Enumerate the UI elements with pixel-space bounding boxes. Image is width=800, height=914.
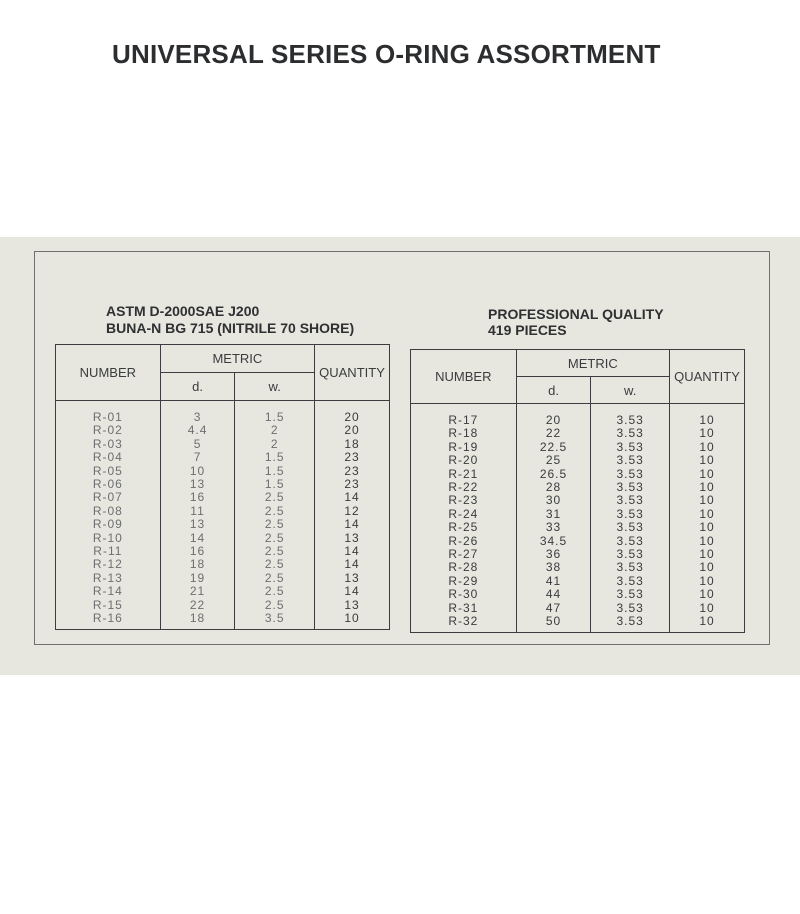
- ring-number: R-05: [56, 465, 161, 478]
- ring-number: R-02: [56, 424, 161, 437]
- ring-d: 19: [160, 572, 235, 585]
- ring-d: 25: [516, 454, 591, 467]
- ring-quantity: 10: [670, 548, 745, 561]
- ring-w: 3.53: [591, 508, 670, 521]
- ring-w: 2: [235, 438, 315, 451]
- table-row: [56, 545, 390, 558]
- ring-number: R-11: [56, 545, 161, 558]
- ring-quantity: 10: [670, 561, 745, 574]
- ring-d: 22.5: [516, 441, 591, 454]
- ring-quantity: 10: [670, 454, 745, 467]
- ring-d: 47: [516, 602, 591, 615]
- table-row: [56, 491, 390, 504]
- ring-w: 2.5: [235, 585, 315, 598]
- ring-number: R-29: [411, 575, 517, 588]
- ring-d: 16: [160, 545, 235, 558]
- ring-quantity: 18: [315, 438, 390, 451]
- ring-w: 3.53: [591, 441, 670, 454]
- ring-number: R-32: [411, 615, 517, 628]
- ring-number: R-15: [56, 599, 161, 612]
- ring-quantity: 10: [670, 535, 745, 548]
- table-row: [56, 532, 390, 545]
- ring-w: 2.5: [235, 505, 315, 518]
- ring-d: 16: [160, 491, 235, 504]
- ring-w: 2.5: [235, 572, 315, 585]
- ring-d: 20: [516, 414, 591, 427]
- col-metric: METRIC: [516, 350, 669, 377]
- ring-quantity: 23: [315, 465, 390, 478]
- table-row: [411, 535, 745, 548]
- ring-d: 22: [516, 427, 591, 440]
- ring-number: R-19: [411, 441, 517, 454]
- table-row: [56, 411, 390, 424]
- ring-number: R-21: [411, 468, 517, 481]
- ring-w: 2: [235, 424, 315, 437]
- ring-quantity: 10: [670, 602, 745, 615]
- ring-number: R-20: [411, 454, 517, 467]
- ring-number: R-03: [56, 438, 161, 451]
- ring-w: 1.5: [235, 451, 315, 464]
- ring-w: 1.5: [235, 465, 315, 478]
- col-d: d.: [516, 377, 591, 404]
- ring-number: R-18: [411, 427, 517, 440]
- ring-w: 3.53: [591, 602, 670, 615]
- ring-quantity: 23: [315, 451, 390, 464]
- ring-number: R-31: [411, 602, 517, 615]
- ring-quantity: 10: [670, 414, 745, 427]
- table-row: [411, 575, 745, 588]
- table-row: [411, 521, 745, 534]
- ring-number: R-30: [411, 588, 517, 601]
- table-row: [411, 508, 745, 521]
- ring-quantity: 14: [315, 491, 390, 504]
- ring-d: 38: [516, 561, 591, 574]
- ring-number: R-27: [411, 548, 517, 561]
- ring-quantity: 10: [670, 508, 745, 521]
- table-row: [411, 548, 745, 561]
- ring-quantity: 13: [315, 532, 390, 545]
- ring-number: R-26: [411, 535, 517, 548]
- col-number: NUMBER: [411, 350, 517, 404]
- table-row: [56, 451, 390, 464]
- ring-w: 3.53: [591, 427, 670, 440]
- ring-d: 5: [160, 438, 235, 451]
- ring-d: 30: [516, 494, 591, 507]
- table-row: [411, 414, 745, 427]
- ring-number: R-08: [56, 505, 161, 518]
- table-row: [56, 505, 390, 518]
- ring-quantity: 10: [670, 468, 745, 481]
- table-row: [411, 454, 745, 467]
- ring-d: 26.5: [516, 468, 591, 481]
- ring-quantity: 20: [315, 411, 390, 424]
- table-row: [56, 572, 390, 585]
- ring-d: 50: [516, 615, 591, 628]
- ring-d: 10: [160, 465, 235, 478]
- ring-number: R-23: [411, 494, 517, 507]
- ring-w: 3.5: [235, 612, 315, 625]
- col-quantity: QUANTITY: [315, 345, 390, 401]
- table-row: [411, 468, 745, 481]
- ring-w: 3.53: [591, 535, 670, 548]
- ring-w: 2.5: [235, 558, 315, 571]
- table-row: [411, 602, 745, 615]
- ring-quantity: 10: [670, 521, 745, 534]
- ring-d: 34.5: [516, 535, 591, 548]
- page-title: UNIVERSAL SERIES O-RING ASSORTMENT: [112, 39, 661, 69]
- spec-line-2: BUNA-N BG 715 (NITRILE 70 SHORE): [106, 320, 355, 336]
- table-row: [411, 561, 745, 574]
- ring-number: R-04: [56, 451, 161, 464]
- ring-w: 3.53: [591, 414, 670, 427]
- ring-w: 3.53: [591, 588, 670, 601]
- ring-quantity: 10: [670, 427, 745, 440]
- col-w: w.: [235, 373, 315, 401]
- ring-w: 3.53: [591, 575, 670, 588]
- ring-d: 13: [160, 478, 235, 491]
- ring-quantity: 10: [670, 494, 745, 507]
- ring-w: 3.53: [591, 481, 670, 494]
- ring-quantity: 20: [315, 424, 390, 437]
- col-number: NUMBER: [56, 345, 161, 401]
- ring-quantity: 10: [670, 575, 745, 588]
- ring-quantity: 23: [315, 478, 390, 491]
- ring-number: R-17: [411, 414, 517, 427]
- ring-number: R-01: [56, 411, 161, 424]
- ring-d: 14: [160, 532, 235, 545]
- col-metric: METRIC: [160, 345, 314, 373]
- ring-w: 1.5: [235, 478, 315, 491]
- ring-number: R-14: [56, 585, 161, 598]
- ring-d: 28: [516, 481, 591, 494]
- ring-quantity: 10: [670, 615, 745, 628]
- oring-table-right: [410, 349, 745, 633]
- ring-number: R-22: [411, 481, 517, 494]
- ring-number: R-24: [411, 508, 517, 521]
- ring-w: 2.5: [235, 532, 315, 545]
- ring-quantity: 10: [315, 612, 390, 625]
- ring-w: 3.53: [591, 468, 670, 481]
- ring-w: 2.5: [235, 491, 315, 504]
- table-row: [411, 615, 745, 628]
- ring-quantity: 10: [670, 441, 745, 454]
- col-w: w.: [591, 377, 670, 404]
- col-quantity: QUANTITY: [670, 350, 745, 404]
- ring-quantity: 13: [315, 572, 390, 585]
- ring-d: 22: [160, 599, 235, 612]
- ring-w: 3.53: [591, 561, 670, 574]
- table-row: [56, 438, 390, 451]
- ring-w: 1.5: [235, 411, 315, 424]
- table-row: [411, 481, 745, 494]
- ring-number: R-06: [56, 478, 161, 491]
- ring-d: 31: [516, 508, 591, 521]
- table-row: [411, 441, 745, 454]
- table-row: [56, 465, 390, 478]
- col-d: d.: [160, 373, 235, 401]
- ring-d: 18: [160, 558, 235, 571]
- table-row: [56, 599, 390, 612]
- ring-quantity: 14: [315, 518, 390, 531]
- ring-quantity: 14: [315, 558, 390, 571]
- ring-quantity: 12: [315, 505, 390, 518]
- ring-d: 18: [160, 612, 235, 625]
- table-row: [56, 612, 390, 625]
- table-row: [56, 585, 390, 598]
- ring-d: 7: [160, 451, 235, 464]
- ring-quantity: 10: [670, 588, 745, 601]
- ring-d: 33: [516, 521, 591, 534]
- ring-d: 41: [516, 575, 591, 588]
- ring-d: 11: [160, 505, 235, 518]
- ring-quantity: 13: [315, 599, 390, 612]
- ring-quantity: 14: [315, 545, 390, 558]
- ring-w: 2.5: [235, 545, 315, 558]
- ring-number: R-07: [56, 491, 161, 504]
- ring-quantity: 14: [315, 585, 390, 598]
- ring-quantity: 10: [670, 481, 745, 494]
- table-row: [411, 427, 745, 440]
- table-row: [411, 588, 745, 601]
- ring-d: 21: [160, 585, 235, 598]
- table-row: [56, 478, 390, 491]
- ring-w: 3.53: [591, 548, 670, 561]
- ring-d: 3: [160, 411, 235, 424]
- quality-label: PROFESSIONAL QUALITY: [488, 306, 664, 322]
- ring-w: 3.53: [591, 494, 670, 507]
- ring-w: 3.53: [591, 454, 670, 467]
- table-row: [56, 518, 390, 531]
- ring-number: R-12: [56, 558, 161, 571]
- oring-table-left: [55, 344, 390, 630]
- ring-w: 3.53: [591, 521, 670, 534]
- ring-d: 4.4: [160, 424, 235, 437]
- table-row: [411, 494, 745, 507]
- ring-number: R-10: [56, 532, 161, 545]
- ring-number: R-13: [56, 572, 161, 585]
- ring-number: R-16: [56, 612, 161, 625]
- table-row: [56, 558, 390, 571]
- ring-d: 44: [516, 588, 591, 601]
- table-row: [56, 424, 390, 437]
- ring-w: 2.5: [235, 518, 315, 531]
- ring-w: 3.53: [591, 615, 670, 628]
- pieces-count: 419 PIECES: [488, 322, 567, 338]
- ring-d: 36: [516, 548, 591, 561]
- ring-number: R-28: [411, 561, 517, 574]
- ring-number: R-09: [56, 518, 161, 531]
- ring-number: R-25: [411, 521, 517, 534]
- spec-line-1: ASTM D-2000SAE J200: [106, 303, 260, 319]
- ring-d: 13: [160, 518, 235, 531]
- ring-w: 2.5: [235, 599, 315, 612]
